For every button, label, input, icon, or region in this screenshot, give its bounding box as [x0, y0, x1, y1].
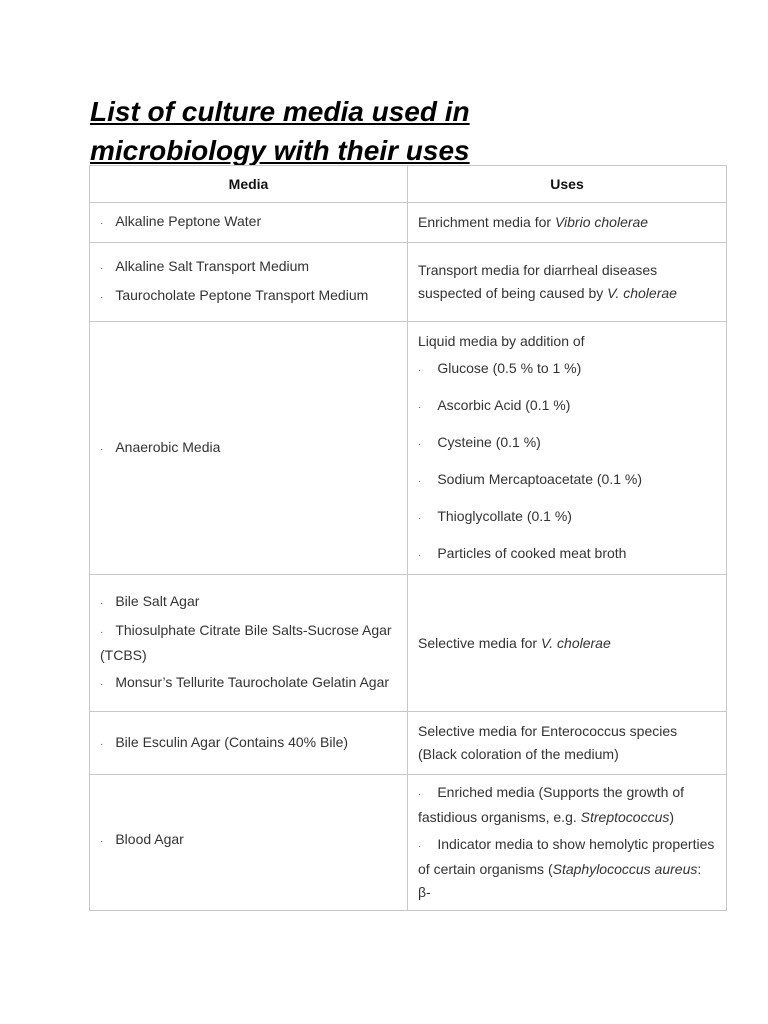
media-cell	[90, 203, 408, 243]
uses-cell: Selective media for Enterococcus species (Black coloration of the medium)	[408, 712, 727, 775]
uses-item: · Thioglycollate (0.1 %)	[418, 505, 716, 530]
table-row	[90, 575, 727, 712]
uses-cell: Liquid media by addition of · Glucose (0.5 % to 1 %) · Ascorbic Acid (0.1 %) · Cysteine (0.1 %) · Sodium Mercaptoacetate (0.1 %) · Thioglycollate (0.1 %) · Particles of cooked meat broth	[408, 322, 727, 575]
uses-cell	[408, 775, 727, 911]
media-cell	[90, 575, 408, 712]
bullet: ·	[100, 218, 104, 229]
table-header-row	[90, 166, 727, 203]
media-item: · Thiosulphate Citrate Bile Salts-Sucrose Agar (TCBS)	[100, 622, 392, 663]
media-cell	[90, 322, 408, 575]
bullet: ·	[100, 738, 104, 750]
table-row	[90, 203, 727, 243]
uses-item: · Sodium Mercaptoacetate (0.1 %)	[418, 468, 716, 493]
uses-item: · Glucose (0.5 % to 1 %)	[418, 357, 716, 382]
uses-item: · Indicator media to show hemolytic properties of certain organisms (Staphylococcus aureus: β-	[418, 836, 715, 900]
media-item: · Blood Agar	[100, 828, 397, 853]
bullet: ·	[100, 263, 104, 274]
table-row	[90, 243, 727, 322]
uses-item: · Enriched media (Supports the growth of fastidious organisms, e.g. Streptococcus)	[418, 784, 685, 825]
media-item: · Bile Esculin Agar (Contains 40% Bile)	[100, 731, 397, 756]
media-item: · Alkaline Salt Transport Medium	[100, 255, 397, 280]
media-cell	[90, 712, 408, 775]
uses-item: · Particles of cooked meat broth	[418, 542, 716, 567]
media-item: · Bile Salt Agar	[100, 590, 397, 615]
table-row	[90, 775, 727, 911]
bullet: ·	[100, 292, 104, 303]
bullet: ·	[418, 841, 422, 852]
bullet: ·	[100, 598, 104, 609]
media-item: · Alkaline Peptone Water	[100, 210, 397, 235]
bullet: ·	[418, 438, 422, 450]
media-item: · Anaerobic Media	[100, 436, 397, 461]
media-item: · Monsur’s Tellurite Taurocholate Gelatin Agar	[100, 671, 397, 696]
bullet: ·	[418, 475, 422, 487]
title-line-1: List of culture media used in	[90, 96, 470, 127]
uses-item: · Ascorbic Acid (0.1 %)	[418, 394, 716, 419]
bullet: ·	[100, 679, 104, 690]
bullet: ·	[100, 443, 104, 455]
title-line-2: microbiology with their uses	[90, 135, 470, 166]
uses-cell: Selective media for V. cholerae	[408, 575, 727, 712]
header-media: Media	[90, 166, 408, 203]
uses-item: · Cysteine (0.1 %)	[418, 431, 716, 456]
media-item: · Taurocholate Peptone Transport Medium	[100, 284, 397, 309]
uses-cell: Enrichment media for Vibrio cholerae	[408, 203, 727, 243]
bullet: ·	[100, 836, 104, 847]
media-cell	[90, 775, 408, 911]
page-title	[90, 92, 730, 170]
bullet: ·	[418, 789, 422, 800]
table-row	[90, 712, 727, 775]
table-row	[90, 322, 727, 575]
header-uses: Uses	[408, 166, 727, 203]
bullet: ·	[418, 512, 422, 524]
bullet: ·	[418, 364, 422, 376]
bullet: ·	[418, 549, 422, 561]
uses-cell: Transport media for diarrheal diseases suspected of being caused by V. cholerae	[408, 243, 727, 322]
bullet: ·	[418, 401, 422, 413]
bullet: ·	[100, 627, 104, 638]
media-cell	[90, 243, 408, 322]
culture-media-table	[89, 165, 727, 911]
